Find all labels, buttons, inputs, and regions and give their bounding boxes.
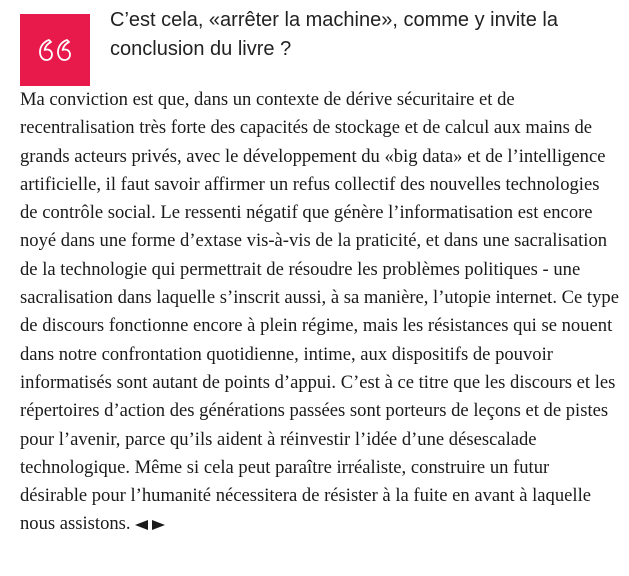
double-arrow-end-icon bbox=[135, 511, 165, 539]
answer-text: Ma conviction est que, dans un contexte de dérive sécuritaire et de recentralisation très forte des capacités de stockage et de calcul aux mains de grands acteurs privés, avec le développement du «big data» et de l’intelligence artificielle, il faut savoir affirmer un refus collectif des nouvelles technologies de contrôle social. Le ressenti négatif que génère l’informatisation est encore noyé dans une forme d’extase vis-à-vis de la praticité, et dans une sacralisation de la technologie qui permettrait de résoudre les problèmes politiques - une sacralisation dans laquelle s’inscrit aussi, à sa manière, l’utopie internet. Ce type de discours fonctionne encore à plein régime, mais les résistances qui se nouent dans notre confrontation quotidienne, intime, aux dispositifs de pouvoir informatisés sont autant de points d’appui. C’est à ce titre que les discours et les répertoires d’action des générations passées sont porteurs de leçons et de pistes pour l’avenir, parce qu’ils aident à réinvestir l’idée d’une désescalade technologique. Même si cela peut paraître irréaliste, construire un futur désirable pour l’humanité nécessitera de résister à la fuite en avant à laquelle nous assistons. bbox=[20, 89, 619, 535]
answer-paragraph bbox=[20, 86, 620, 539]
question-text: C’est cela, «arrêter la machine», comme y invite la conclusion du livre ? bbox=[110, 9, 558, 60]
interview-question bbox=[20, 6, 620, 86]
quote-mark-icon bbox=[20, 14, 90, 86]
